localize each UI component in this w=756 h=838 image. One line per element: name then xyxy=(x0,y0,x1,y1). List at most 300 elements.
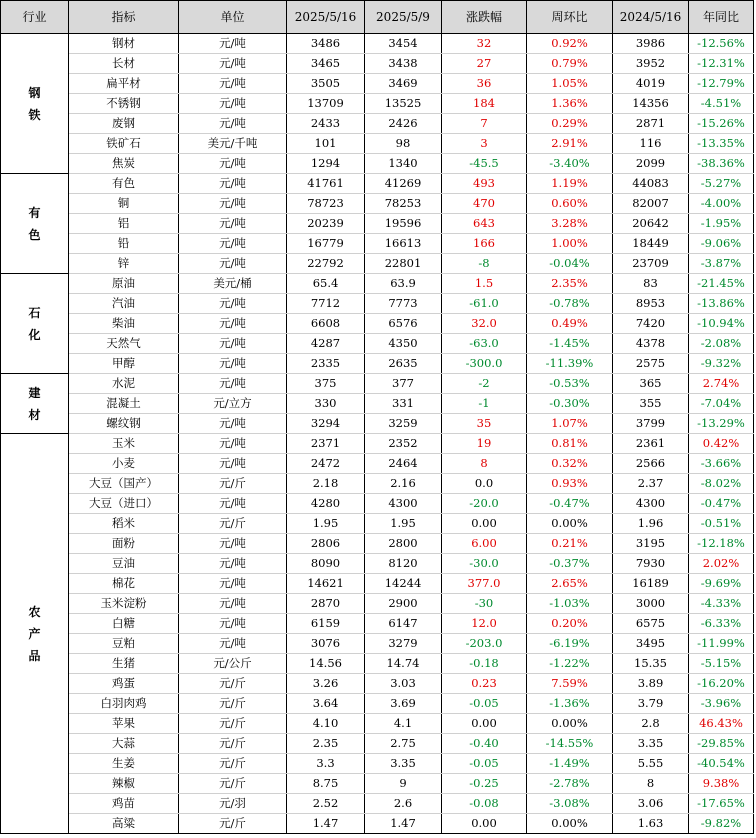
change-cell: -1 xyxy=(442,394,527,414)
change-cell: 0.0 xyxy=(442,474,527,494)
unit-cell: 元/斤 xyxy=(179,474,287,494)
last-year-value-cell: 7930 xyxy=(613,554,689,574)
table-row xyxy=(1,474,754,494)
previous-value-cell: 1.47 xyxy=(365,814,442,834)
current-value-cell: 16779 xyxy=(287,234,365,254)
change-cell: -20.0 xyxy=(442,494,527,514)
current-value-cell: 78723 xyxy=(287,194,365,214)
last-year-value-cell: 3952 xyxy=(613,54,689,74)
table-row xyxy=(1,354,754,374)
indicator-cell: 白羽肉鸡 xyxy=(69,694,179,714)
year-over-year-cell: 2.02% xyxy=(689,554,754,574)
change-cell: 0.00 xyxy=(442,714,527,734)
change-cell: 32 xyxy=(442,34,527,54)
last-year-value-cell: 3.06 xyxy=(613,794,689,814)
current-value-cell: 2371 xyxy=(287,434,365,454)
industry-char: 色 xyxy=(28,227,41,242)
current-value-cell: 101 xyxy=(287,134,365,154)
current-value-cell: 7712 xyxy=(287,294,365,314)
year-over-year-cell: -40.54% xyxy=(689,754,754,774)
change-cell: -0.05 xyxy=(442,694,527,714)
current-value-cell: 2870 xyxy=(287,594,365,614)
last-year-value-cell: 8953 xyxy=(613,294,689,314)
last-year-value-cell: 2.37 xyxy=(613,474,689,494)
last-year-value-cell: 1.63 xyxy=(613,814,689,834)
header-row xyxy=(1,1,754,34)
table-row xyxy=(1,174,754,194)
previous-value-cell: 63.9 xyxy=(365,274,442,294)
last-year-value-cell: 365 xyxy=(613,374,689,394)
indicator-cell: 原油 xyxy=(69,274,179,294)
industry-cell xyxy=(1,174,69,274)
unit-cell: 元/吨 xyxy=(179,314,287,334)
last-year-value-cell: 15.35 xyxy=(613,654,689,674)
indicator-cell: 天然气 xyxy=(69,334,179,354)
unit-cell: 元/斤 xyxy=(179,514,287,534)
previous-value-cell: 2635 xyxy=(365,354,442,374)
current-value-cell: 375 xyxy=(287,374,365,394)
table-row xyxy=(1,654,754,674)
indicator-cell: 焦炭 xyxy=(69,154,179,174)
unit-cell: 元/吨 xyxy=(179,534,287,554)
week-over-week-cell: -3.08% xyxy=(527,794,613,814)
indicator-cell: 豆粕 xyxy=(69,634,179,654)
current-value-cell: 20239 xyxy=(287,214,365,234)
previous-value-cell: 2.6 xyxy=(365,794,442,814)
last-year-value-cell: 4378 xyxy=(613,334,689,354)
unit-cell: 元/吨 xyxy=(179,34,287,54)
unit-cell: 元/吨 xyxy=(179,194,287,214)
week-over-week-cell: -1.22% xyxy=(527,654,613,674)
indicator-cell: 棉花 xyxy=(69,574,179,594)
unit-cell: 元/吨 xyxy=(179,594,287,614)
previous-value-cell: 13525 xyxy=(365,94,442,114)
week-over-week-cell: 0.32% xyxy=(527,454,613,474)
year-over-year-cell: -12.31% xyxy=(689,54,754,74)
table-row xyxy=(1,154,754,174)
change-cell: 3 xyxy=(442,134,527,154)
last-year-value-cell: 5.55 xyxy=(613,754,689,774)
unit-cell: 元/吨 xyxy=(179,174,287,194)
current-value-cell: 8.75 xyxy=(287,774,365,794)
current-value-cell: 3465 xyxy=(287,54,365,74)
unit-cell: 美元/桶 xyxy=(179,274,287,294)
table-row xyxy=(1,554,754,574)
header-last-year-date: 2024/5/16 xyxy=(613,1,689,34)
change-cell: 27 xyxy=(442,54,527,74)
current-value-cell: 2806 xyxy=(287,534,365,554)
current-value-cell: 3.3 xyxy=(287,754,365,774)
week-over-week-cell: -14.55% xyxy=(527,734,613,754)
current-value-cell: 2472 xyxy=(287,454,365,474)
unit-cell: 元/立方 xyxy=(179,394,287,414)
change-cell: 184 xyxy=(442,94,527,114)
unit-cell: 元/吨 xyxy=(179,494,287,514)
indicator-cell: 铁矿石 xyxy=(69,134,179,154)
previous-value-cell: 2352 xyxy=(365,434,442,454)
current-value-cell: 1.95 xyxy=(287,514,365,534)
previous-value-cell: 3.03 xyxy=(365,674,442,694)
current-value-cell: 22792 xyxy=(287,254,365,274)
industry-cell xyxy=(1,434,69,834)
week-over-week-cell: 0.00% xyxy=(527,514,613,534)
change-cell: 1.5 xyxy=(442,274,527,294)
current-value-cell: 3.64 xyxy=(287,694,365,714)
previous-value-cell: 8120 xyxy=(365,554,442,574)
table-row xyxy=(1,814,754,834)
previous-value-cell: 2800 xyxy=(365,534,442,554)
unit-cell: 元/斤 xyxy=(179,774,287,794)
week-over-week-cell: 0.29% xyxy=(527,114,613,134)
last-year-value-cell: 2.8 xyxy=(613,714,689,734)
table-row xyxy=(1,54,754,74)
year-over-year-cell: -7.04% xyxy=(689,394,754,414)
indicator-cell: 铝 xyxy=(69,214,179,234)
year-over-year-cell: -13.86% xyxy=(689,294,754,314)
table-row xyxy=(1,74,754,94)
unit-cell: 元/吨 xyxy=(179,54,287,74)
year-over-year-cell: -29.85% xyxy=(689,734,754,754)
previous-value-cell: 3454 xyxy=(365,34,442,54)
current-value-cell: 4280 xyxy=(287,494,365,514)
year-over-year-cell: -12.56% xyxy=(689,34,754,54)
change-cell: 493 xyxy=(442,174,527,194)
current-value-cell: 3294 xyxy=(287,414,365,434)
unit-cell: 元/吨 xyxy=(179,634,287,654)
indicator-cell: 汽油 xyxy=(69,294,179,314)
year-over-year-cell: 9.38% xyxy=(689,774,754,794)
year-over-year-cell: -13.29% xyxy=(689,414,754,434)
previous-value-cell: 2464 xyxy=(365,454,442,474)
current-value-cell: 1.47 xyxy=(287,814,365,834)
week-over-week-cell: -0.78% xyxy=(527,294,613,314)
last-year-value-cell: 18449 xyxy=(613,234,689,254)
last-year-value-cell: 8 xyxy=(613,774,689,794)
year-over-year-cell: -17.65% xyxy=(689,794,754,814)
indicator-cell: 铜 xyxy=(69,194,179,214)
week-over-week-cell: -1.36% xyxy=(527,694,613,714)
week-over-week-cell: 0.81% xyxy=(527,434,613,454)
change-cell: -45.5 xyxy=(442,154,527,174)
previous-value-cell: 22801 xyxy=(365,254,442,274)
week-over-week-cell: -1.45% xyxy=(527,334,613,354)
indicator-cell: 钢材 xyxy=(69,34,179,54)
indicator-cell: 玉米淀粉 xyxy=(69,594,179,614)
week-over-week-cell: 2.35% xyxy=(527,274,613,294)
indicator-cell: 生猪 xyxy=(69,654,179,674)
unit-cell: 元/斤 xyxy=(179,714,287,734)
indicator-cell: 长材 xyxy=(69,54,179,74)
year-over-year-cell: -4.33% xyxy=(689,594,754,614)
change-cell: 0.00 xyxy=(442,514,527,534)
unit-cell: 元/吨 xyxy=(179,354,287,374)
unit-cell: 元/吨 xyxy=(179,374,287,394)
week-over-week-cell: 2.91% xyxy=(527,134,613,154)
unit-cell: 元/吨 xyxy=(179,294,287,314)
week-over-week-cell: 0.21% xyxy=(527,534,613,554)
change-cell: 8 xyxy=(442,454,527,474)
unit-cell: 美元/千吨 xyxy=(179,134,287,154)
unit-cell: 元/吨 xyxy=(179,454,287,474)
change-cell: 470 xyxy=(442,194,527,214)
week-over-week-cell: -2.78% xyxy=(527,774,613,794)
unit-cell: 元/吨 xyxy=(179,334,287,354)
industry-cell xyxy=(1,34,69,174)
unit-cell: 元/斤 xyxy=(179,694,287,714)
previous-value-cell: 98 xyxy=(365,134,442,154)
indicator-cell: 有色 xyxy=(69,174,179,194)
last-year-value-cell: 3000 xyxy=(613,594,689,614)
previous-value-cell: 3259 xyxy=(365,414,442,434)
change-cell: 166 xyxy=(442,234,527,254)
table-row xyxy=(1,674,754,694)
change-cell: 377.0 xyxy=(442,574,527,594)
previous-value-cell: 16613 xyxy=(365,234,442,254)
change-cell: -61.0 xyxy=(442,294,527,314)
indicator-cell: 生姜 xyxy=(69,754,179,774)
industry-char: 有 xyxy=(28,205,41,220)
industry-char: 产 xyxy=(28,626,41,641)
year-over-year-cell: -0.51% xyxy=(689,514,754,534)
industry-cell xyxy=(1,374,69,434)
previous-value-cell: 4300 xyxy=(365,494,442,514)
industry-cell xyxy=(1,274,69,374)
year-over-year-cell: -10.94% xyxy=(689,314,754,334)
previous-value-cell: 14244 xyxy=(365,574,442,594)
change-cell: -30 xyxy=(442,594,527,614)
last-year-value-cell: 82007 xyxy=(613,194,689,214)
table-row xyxy=(1,134,754,154)
change-cell: -203.0 xyxy=(442,634,527,654)
year-over-year-cell: -9.82% xyxy=(689,814,754,834)
previous-value-cell: 3.35 xyxy=(365,754,442,774)
change-cell: 12.0 xyxy=(442,614,527,634)
change-cell: -0.40 xyxy=(442,734,527,754)
week-over-week-cell: 1.05% xyxy=(527,74,613,94)
indicator-cell: 铅 xyxy=(69,234,179,254)
indicator-cell: 苹果 xyxy=(69,714,179,734)
year-over-year-cell: -9.69% xyxy=(689,574,754,594)
indicator-cell: 高粱 xyxy=(69,814,179,834)
header-year-over-year: 年同比 xyxy=(689,1,754,34)
previous-value-cell: 4.1 xyxy=(365,714,442,734)
year-over-year-cell: -2.08% xyxy=(689,334,754,354)
year-over-year-cell: -5.27% xyxy=(689,174,754,194)
year-over-year-cell: -9.06% xyxy=(689,234,754,254)
year-over-year-cell: -15.26% xyxy=(689,114,754,134)
week-over-week-cell: -0.37% xyxy=(527,554,613,574)
week-over-week-cell: -0.47% xyxy=(527,494,613,514)
last-year-value-cell: 6575 xyxy=(613,614,689,634)
last-year-value-cell: 14356 xyxy=(613,94,689,114)
unit-cell: 元/斤 xyxy=(179,734,287,754)
week-over-week-cell: 0.60% xyxy=(527,194,613,214)
change-cell: 643 xyxy=(442,214,527,234)
indicator-cell: 螺纹钢 xyxy=(69,414,179,434)
year-over-year-cell: -12.18% xyxy=(689,534,754,554)
unit-cell: 元/吨 xyxy=(179,154,287,174)
current-value-cell: 6159 xyxy=(287,614,365,634)
week-over-week-cell: 0.79% xyxy=(527,54,613,74)
indicator-cell: 稻米 xyxy=(69,514,179,534)
week-over-week-cell: 0.92% xyxy=(527,34,613,54)
previous-value-cell: 78253 xyxy=(365,194,442,214)
previous-value-cell: 2.16 xyxy=(365,474,442,494)
previous-value-cell: 3279 xyxy=(365,634,442,654)
current-value-cell: 330 xyxy=(287,394,365,414)
table-row xyxy=(1,594,754,614)
last-year-value-cell: 2361 xyxy=(613,434,689,454)
year-over-year-cell: 46.43% xyxy=(689,714,754,734)
week-over-week-cell: -0.30% xyxy=(527,394,613,414)
current-value-cell: 1294 xyxy=(287,154,365,174)
year-over-year-cell: -38.36% xyxy=(689,154,754,174)
previous-value-cell: 1340 xyxy=(365,154,442,174)
indicator-cell: 玉米 xyxy=(69,434,179,454)
table-row xyxy=(1,494,754,514)
year-over-year-cell: -0.47% xyxy=(689,494,754,514)
indicator-cell: 小麦 xyxy=(69,454,179,474)
industry-char: 化 xyxy=(28,327,41,342)
unit-cell: 元/吨 xyxy=(179,234,287,254)
change-cell: 0.23 xyxy=(442,674,527,694)
table-row xyxy=(1,114,754,134)
unit-cell: 元/吨 xyxy=(179,114,287,134)
change-cell: 0.00 xyxy=(442,814,527,834)
year-over-year-cell: 2.74% xyxy=(689,374,754,394)
week-over-week-cell: -0.53% xyxy=(527,374,613,394)
previous-value-cell: 2426 xyxy=(365,114,442,134)
indicator-cell: 辣椒 xyxy=(69,774,179,794)
week-over-week-cell: 0.93% xyxy=(527,474,613,494)
week-over-week-cell: 1.19% xyxy=(527,174,613,194)
table-row xyxy=(1,254,754,274)
indicator-cell: 水泥 xyxy=(69,374,179,394)
current-value-cell: 2.18 xyxy=(287,474,365,494)
year-over-year-cell: -1.95% xyxy=(689,214,754,234)
week-over-week-cell: 0.00% xyxy=(527,814,613,834)
current-value-cell: 2433 xyxy=(287,114,365,134)
table-row xyxy=(1,794,754,814)
table-row xyxy=(1,574,754,594)
unit-cell: 元/斤 xyxy=(179,814,287,834)
table-row xyxy=(1,214,754,234)
current-value-cell: 2.35 xyxy=(287,734,365,754)
previous-value-cell: 19596 xyxy=(365,214,442,234)
previous-value-cell: 2900 xyxy=(365,594,442,614)
current-value-cell: 65.4 xyxy=(287,274,365,294)
last-year-value-cell: 1.96 xyxy=(613,514,689,534)
change-cell: -2 xyxy=(442,374,527,394)
last-year-value-cell: 23709 xyxy=(613,254,689,274)
previous-value-cell: 6147 xyxy=(365,614,442,634)
table-row xyxy=(1,314,754,334)
year-over-year-cell: -11.99% xyxy=(689,634,754,654)
current-value-cell: 4.10 xyxy=(287,714,365,734)
last-year-value-cell: 7420 xyxy=(613,314,689,334)
week-over-week-cell: -6.19% xyxy=(527,634,613,654)
indicator-cell: 鸡苗 xyxy=(69,794,179,814)
indicator-cell: 锌 xyxy=(69,254,179,274)
table-row xyxy=(1,414,754,434)
table-row xyxy=(1,634,754,654)
week-over-week-cell: 1.36% xyxy=(527,94,613,114)
change-cell: 19 xyxy=(442,434,527,454)
year-over-year-cell: -4.00% xyxy=(689,194,754,214)
unit-cell: 元/吨 xyxy=(179,574,287,594)
industry-char: 农 xyxy=(28,604,41,619)
previous-value-cell: 377 xyxy=(365,374,442,394)
unit-cell: 元/斤 xyxy=(179,674,287,694)
previous-value-cell: 4350 xyxy=(365,334,442,354)
previous-value-cell: 9 xyxy=(365,774,442,794)
year-over-year-cell: -13.35% xyxy=(689,134,754,154)
unit-cell: 元/吨 xyxy=(179,434,287,454)
header-current-date: 2025/5/16 xyxy=(287,1,365,34)
last-year-value-cell: 3495 xyxy=(613,634,689,654)
table-row xyxy=(1,714,754,734)
current-value-cell: 41761 xyxy=(287,174,365,194)
current-value-cell: 4287 xyxy=(287,334,365,354)
year-over-year-cell: -3.96% xyxy=(689,694,754,714)
indicator-cell: 鸡蛋 xyxy=(69,674,179,694)
previous-value-cell: 3469 xyxy=(365,74,442,94)
last-year-value-cell: 3799 xyxy=(613,414,689,434)
week-over-week-cell: 0.00% xyxy=(527,714,613,734)
indicator-cell: 柴油 xyxy=(69,314,179,334)
previous-value-cell: 3.69 xyxy=(365,694,442,714)
indicator-cell: 面粉 xyxy=(69,534,179,554)
indicator-cell: 甲醇 xyxy=(69,354,179,374)
week-over-week-cell: 0.49% xyxy=(527,314,613,334)
table-row xyxy=(1,534,754,554)
change-cell: -300.0 xyxy=(442,354,527,374)
unit-cell: 元/吨 xyxy=(179,94,287,114)
last-year-value-cell: 44083 xyxy=(613,174,689,194)
last-year-value-cell: 116 xyxy=(613,134,689,154)
last-year-value-cell: 355 xyxy=(613,394,689,414)
change-cell: -0.08 xyxy=(442,794,527,814)
last-year-value-cell: 83 xyxy=(613,274,689,294)
indicator-cell: 扁平材 xyxy=(69,74,179,94)
year-over-year-cell: -5.15% xyxy=(689,654,754,674)
change-cell: -8 xyxy=(442,254,527,274)
header-industry: 行业 xyxy=(1,1,69,34)
year-over-year-cell: -8.02% xyxy=(689,474,754,494)
change-cell: -0.18 xyxy=(442,654,527,674)
industry-char: 铁 xyxy=(28,107,41,122)
table-row xyxy=(1,614,754,634)
last-year-value-cell: 20642 xyxy=(613,214,689,234)
unit-cell: 元/斤 xyxy=(179,754,287,774)
indicator-cell: 不锈钢 xyxy=(69,94,179,114)
current-value-cell: 14621 xyxy=(287,574,365,594)
previous-value-cell: 6576 xyxy=(365,314,442,334)
year-over-year-cell: -16.20% xyxy=(689,674,754,694)
table-body xyxy=(1,34,754,834)
last-year-value-cell: 2871 xyxy=(613,114,689,134)
table-row xyxy=(1,374,754,394)
unit-cell: 元/公斤 xyxy=(179,654,287,674)
year-over-year-cell: 0.42% xyxy=(689,434,754,454)
header-change: 涨跌幅 xyxy=(442,1,527,34)
week-over-week-cell: 2.65% xyxy=(527,574,613,594)
week-over-week-cell: 1.07% xyxy=(527,414,613,434)
previous-value-cell: 1.95 xyxy=(365,514,442,534)
year-over-year-cell: -9.32% xyxy=(689,354,754,374)
indicator-cell: 混凝土 xyxy=(69,394,179,414)
week-over-week-cell: 3.28% xyxy=(527,214,613,234)
